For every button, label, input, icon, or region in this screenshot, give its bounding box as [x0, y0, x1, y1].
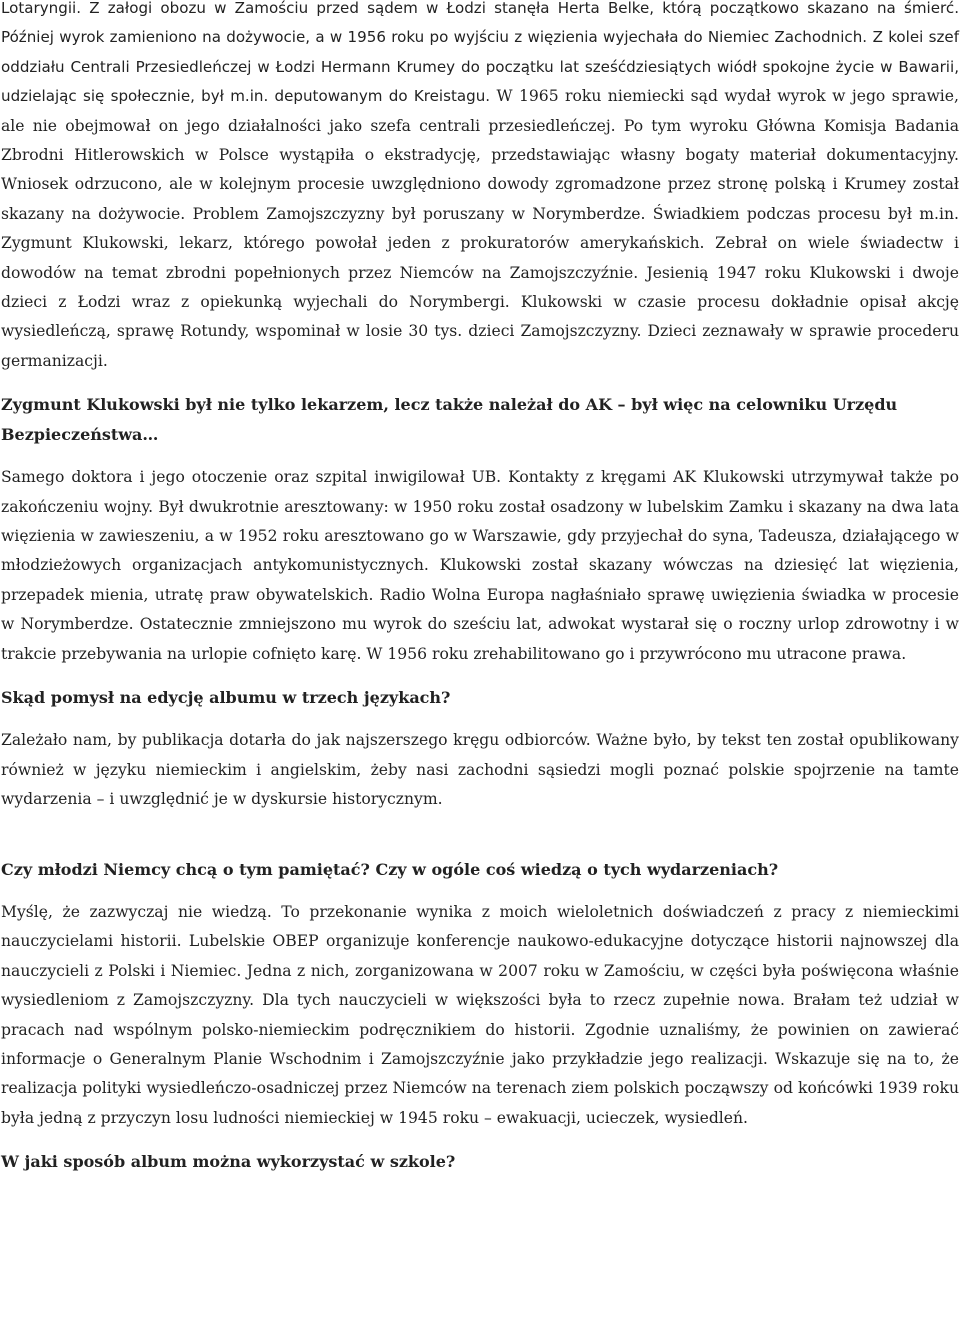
paragraph-trials-part1: Lotaryngii. Z załogi obozu w Zamościu przed sądem w Łodzi stanęła Herta Belke, którą początkowo skazano na śmierć. Później wyrok zamieniono na dożywocie, a w 1956 roku po wyjściu z więzienia wyjechała do Niemiec Zachodnich.	[1, 0, 959, 47]
paragraph-three-languages: Zależało nam, by publikacja dotarła do jak najszerszego kręgu odbiorców. Ważne było, by tekst ten został opublikowany również w języku niemieckim i angielskim, żeby nasi zachodni sąsiedzi mogli poznać polskie spojrzenie na tamte wydarzenia – i uwzględnić je w dyskursie historycznym.	[1, 731, 959, 809]
paragraph-trials-part2: Z kolei szef oddziału Centrali Przesiedleńczej w Łodzi Hermann Krumey do początku lat sześćdziesiątych wiódł spokojne życie w Bawarii, udzielając się społecznie, był m.in. deputowanym do Kreistagu.	[1, 28, 960, 106]
paragraph-trials-part3: W 1965 roku niemiecki sąd wydał wyrok w jego sprawie, ale nie obejmował on jego działalności jako szefa centrali przesiedleńczej. Po tym wyroku Główna Komisja Badania Zbrodni Hitlerowskich w Polsce wystąpiła o ekstradycję, przedstawiając własny bogaty materiał dokumentacyjny. Wniosek odrzucono, ale w kolejnym procesie uwzględniono dowody zgromadzone przez stronę polską i Krumey został skazany na dożywocie. Problem Zamojszczyzny był poruszany w Norymberdze. Świadkiem podczas procesu był m.in. Zygmunt Klukowski, lekarz, którego powołał jeden z prokuratorów amerykańskich. Zebrał on wiele świadectw i dowodów na temat zbrodni popełnionych przez Niemców na Zamojszczyźnie. Jesienią 1947 roku Klukowski i dwoje dzieci z Łodzi wraz z opiekunką wyjechali do Norymbergi. Klukowski w czasie procesu dokładnie opisał akcję wysiedleńczą, sprawę Rotundy, wspominał w losie 30 tys. dzieci Zamojszczyzny. Dzieci zeznawały w sprawie procederu germanizacji.	[1, 87, 959, 370]
paragraph-klukowski-ub: Samego doktora i jego otoczenie oraz szpital inwigilował UB. Kontakty z kręgami AK Klukowski utrzymywał także po zakończeniu wojny. Był dwukrotnie aresztowany: w 1950 roku został osadzony w lubelskim Zamku i skazany na dwa lata więzienia w zawieszeniu, a w 1952 roku aresztowano go w Warszawie, gdy przyjechał do syna, Tadeusza, działającego w młodzieżowych organizacjach antykomunistycznych. Klukowski został skazany wówczas na dziesięć lat więzienia, przepadek mienia, utratę praw obywatelskich. Radio Wolna Europa nagłaśniało sprawę uwięzienia świadka w procesie w Norymberdze. Ostatecznie zmniejszono mu wyrok do sześciu lat, adwokat wystarał się o roczny urlop zdrowotny i w trakcie przebywania na urlopie cofnięto karę. W 1956 roku zrehabilitowano go i przywrócono mu utracone prawa.	[1, 468, 959, 663]
heading-album-school: W jaki sposób album można wykorzystać w szkole?	[1, 1152, 456, 1172]
heading-young-germans: Czy młodzi Niemcy chcą o tym pamiętać? Czy w ogóle coś wiedzą o tych wydarzeniach?	[1, 859, 779, 879]
paragraph-young-germans: Myślę, że zazwyczaj nie wiedzą. To przekonanie wynika z moich wieloletnich doświadczeń z pracy z niemieckimi nauczycielami historii. Lubelskie OBEP organizuje konferencje naukowo-edukacyjne dotyczące historii najnowszej dla nauczycieli z Polski i Niemiec. Jedna z nich, zorganizowana w 2007 roku w Zamościu, w części była poświęcona właśnie wysiedleniom z Zamojszczyzny. Dla tych nauczycieli w większości była to rzecz zupełnie nowa. Brałam też udział w pracach nad wspólnym polsko-niemieckim podręcznikiem do historii. Zgodnie uznaliśmy, że powinien on zawierać informacje o Generalnym Planie Wschodnim i Zamojszczyźnie jako przykładzie jego realizacji. Wskazuje się na to, że realizacja polityki wysiedleńczo-osadniczej przez Niemców na terenach ziem polskich począwszy od końcówki 1939 roku była jedną z przyczyn losu ludności niemieckiej w 1945 roku – ewakuacji, ucieczek, wysiedleń.	[1, 902, 959, 1127]
paragraph-trials	[1, 0, 959, 376]
article-body	[1, 0, 959, 1177]
heading-klukowski-ak: Zygmunt Klukowski był nie tylko lekarzem, lecz także należał do AK – był więc na celowniku Urzędu Bezpieczeństwa…	[1, 395, 898, 444]
heading-three-languages: Skąd pomysł na edycję albumu w trzech językach?	[1, 687, 451, 707]
